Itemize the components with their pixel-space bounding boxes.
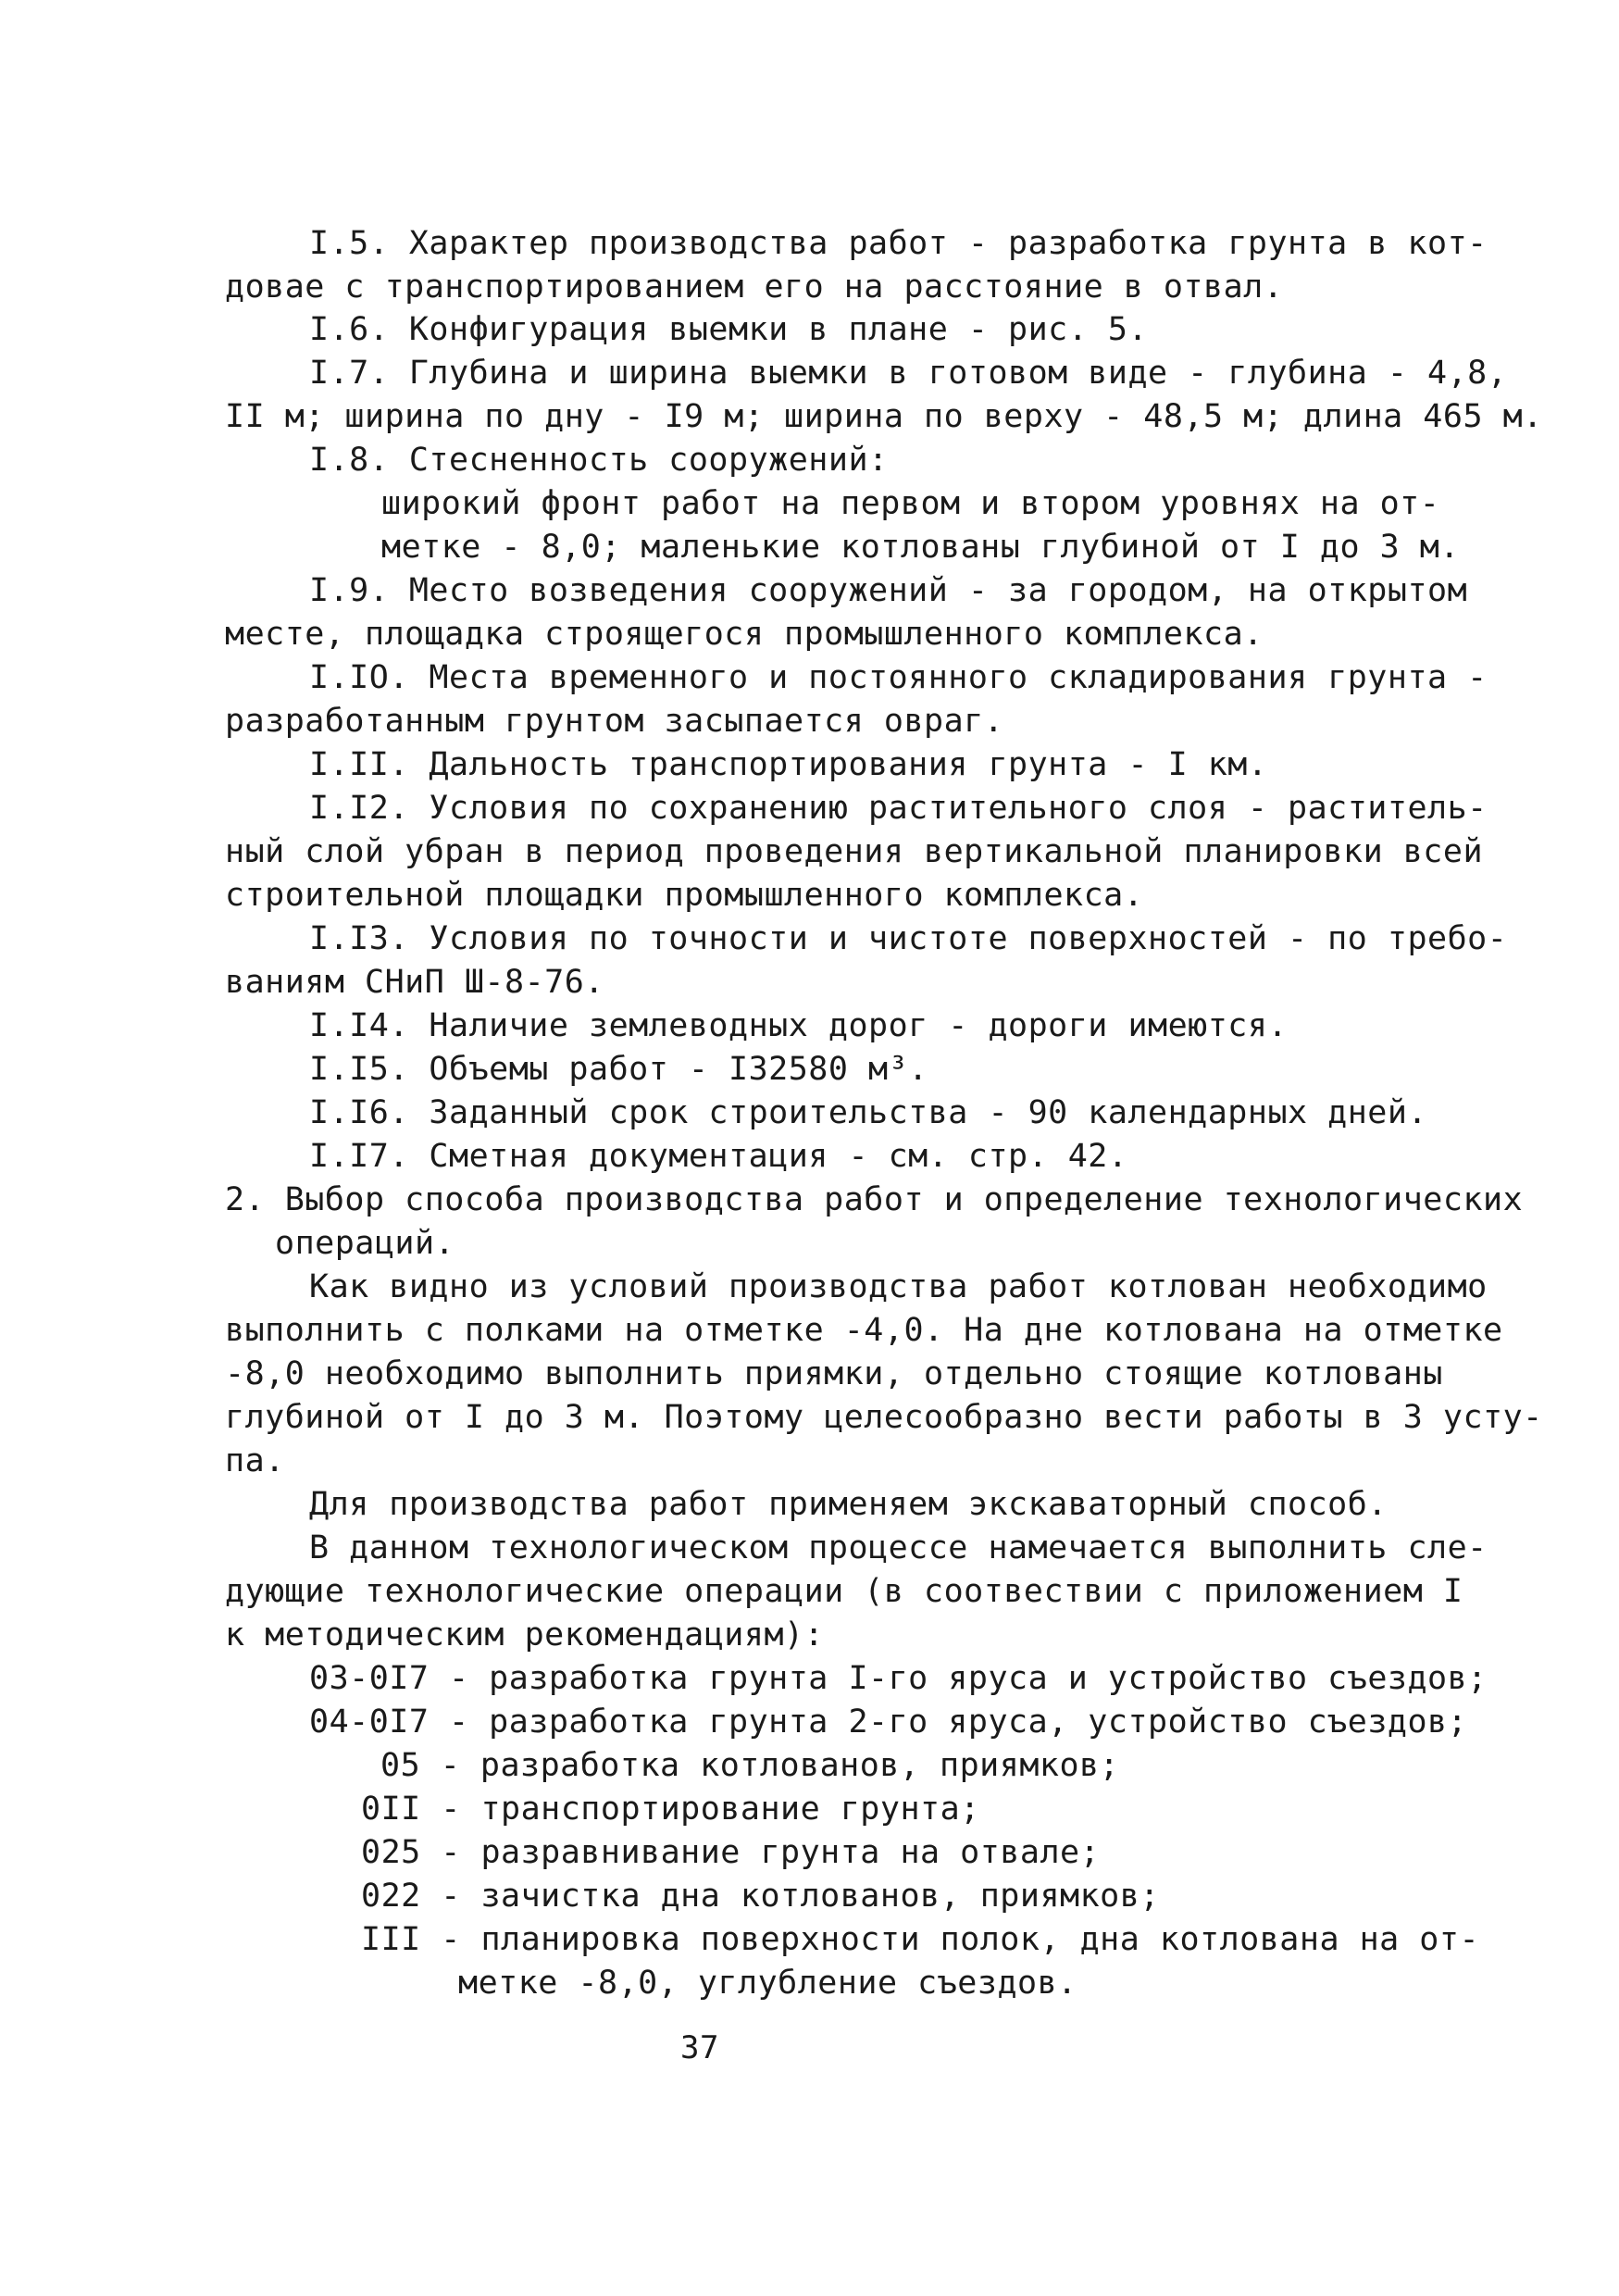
operation-desc: планировка поверхности полок, дна котлована на от- — [480, 1921, 1480, 1958]
section-2-para-2: Для производства работ применяем экскаваторный способ. — [309, 1486, 1388, 1523]
operation-code: 022 — [361, 1878, 421, 1915]
para-1-16: I.I6. Заданный срок строительства - 90 календарных дней. — [309, 1094, 1428, 1131]
operation-item-continuation: метке -8,0, углубление съездов. — [458, 1965, 1077, 2002]
para-1-17: I.I7. Сметная документация - см. стр. 42. — [309, 1138, 1128, 1175]
para-1-12-line-3: строительной площадки промышленного комплекса. — [225, 877, 1144, 914]
operation-code: 04-0I7 — [309, 1703, 430, 1741]
section-2-para-1-line-1: Как видно из условий производства работ котлован необходимо — [309, 1268, 1488, 1305]
para-1-13-line-1: I.I3. Условия по точности и чистоте поверхностей - по требо- — [309, 920, 1508, 957]
page-number: 37 — [680, 2029, 719, 2066]
section-2-heading-line-1: 2. Выбор способа производства работ и определение технологических — [225, 1181, 1524, 1218]
para-1-7-line-1: I.7. Глубина и ширина выемки в готовом виде - глубина - 4,8, — [309, 355, 1508, 392]
operation-item: 025 - разравнивание грунта на отвале; — [361, 1834, 1101, 1871]
operation-item: 022 - зачистка дна котлованов, приямков; — [361, 1878, 1160, 1915]
para-1-10-line-2: разработанным грунтом засыпается овраг. — [225, 703, 1004, 740]
para-1-8-line-2: метке - 8,0; маленькие котлованы глубиной от I до 3 м. — [381, 529, 1460, 566]
operation-desc: зачистка дна котлованов, приямков; — [480, 1878, 1160, 1915]
para-1-15: I.I5. Объемы работ - I32580 м³. — [309, 1051, 928, 1088]
section-2-para-1-line-2: выполнить с полками на отметке -4,0. На дне котлована на отметке — [225, 1312, 1503, 1349]
para-1-12-line-2: ный слой убран в период проведения вертикальной планировки всей — [225, 833, 1484, 870]
section-2-heading-line-2: операций. — [275, 1225, 455, 1262]
operation-desc: разработка грунта I-го яруса и устройство съездов; — [489, 1660, 1488, 1697]
operation-desc: разравнивание грунта на отвале; — [480, 1834, 1101, 1871]
operation-item: III - планировка поверхности полок, дна котлована на от- — [361, 1921, 1480, 1958]
para-1-5-line-2: довае с транспортированием его на расстояние в отвал. — [225, 268, 1284, 306]
operation-desc: разработка котлованов, приямков; — [479, 1747, 1120, 1784]
section-2-para-1-line-4: глубиной от I до 3 м. Поэтому целесообразно вести работы в 3 усту- — [225, 1399, 1543, 1436]
para-1-8-line-1: широкий фронт работ на первом и втором уровнях на от- — [381, 485, 1440, 522]
operation-code: III — [361, 1921, 421, 1958]
operation-desc: разработка грунта 2-го яруса, устройство съездов; — [489, 1703, 1468, 1741]
operation-code: 025 — [361, 1834, 421, 1871]
operation-item: 0II - транспортирование грунта; — [361, 1791, 980, 1828]
operation-code: 05 — [380, 1747, 421, 1784]
operation-item: 04-0I7 - разработка грунта 2-го яруса, устройство съездов; — [309, 1703, 1468, 1741]
operation-code: 03-0I7 — [309, 1660, 430, 1697]
para-1-11: I.II. Дальность транспортирования грунта - I км. — [309, 746, 1268, 783]
section-2-para-1-line-3: -8,0 необходимо выполнить приямки, отдельно стоящие котлованы — [225, 1355, 1443, 1392]
para-1-9-line-1: I.9. Место возведения сооружений - за городом, на открытом — [309, 572, 1468, 609]
section-2-para-3-line-3: к методическим рекомендациям): — [225, 1616, 825, 1653]
para-1-12-line-1: I.I2. Условия по сохранению растительного слоя - раститель- — [309, 790, 1488, 827]
operation-item: 05 - разработка котлованов, приямков; — [380, 1747, 1120, 1784]
para-1-13-line-2: ваниям СНиП Ш-8-76. — [225, 964, 604, 1001]
para-1-8-title: I.8. Стесненность сооружений: — [309, 442, 889, 479]
para-1-9-line-2: месте, площадка строящегося промышленного комплекса. — [225, 616, 1264, 653]
para-1-10-line-1: I.IO. Места временного и постоянного складирования грунта - — [309, 659, 1488, 696]
section-2-para-3-line-2: дующие технологические операции (в соотвествии с приложением I — [225, 1573, 1463, 1610]
para-1-14: I.I4. Наличие землеводных дорог - дороги имеются. — [309, 1007, 1289, 1044]
operation-code: 0II — [361, 1791, 421, 1828]
para-1-6: I.6. Конфигурация выемки в плане - рис. 5. — [309, 311, 1149, 348]
operation-item: 03-0I7 - разработка грунта I-го яруса и устройство съездов; — [309, 1660, 1488, 1697]
operation-desc: транспортирование грунта; — [480, 1791, 980, 1828]
para-1-5-line-1: I.5. Характер производства работ - разработка грунта в кот- — [309, 225, 1488, 262]
para-1-7-line-2: II м; ширина по дну - I9 м; ширина по верху - 48,5 м; длина 465 м. — [225, 398, 1543, 435]
section-2-para-3-line-1: В данном технологическом процессе намечается выполнить сле- — [309, 1529, 1488, 1566]
section-2-para-1-line-5: па. — [225, 1442, 285, 1479]
